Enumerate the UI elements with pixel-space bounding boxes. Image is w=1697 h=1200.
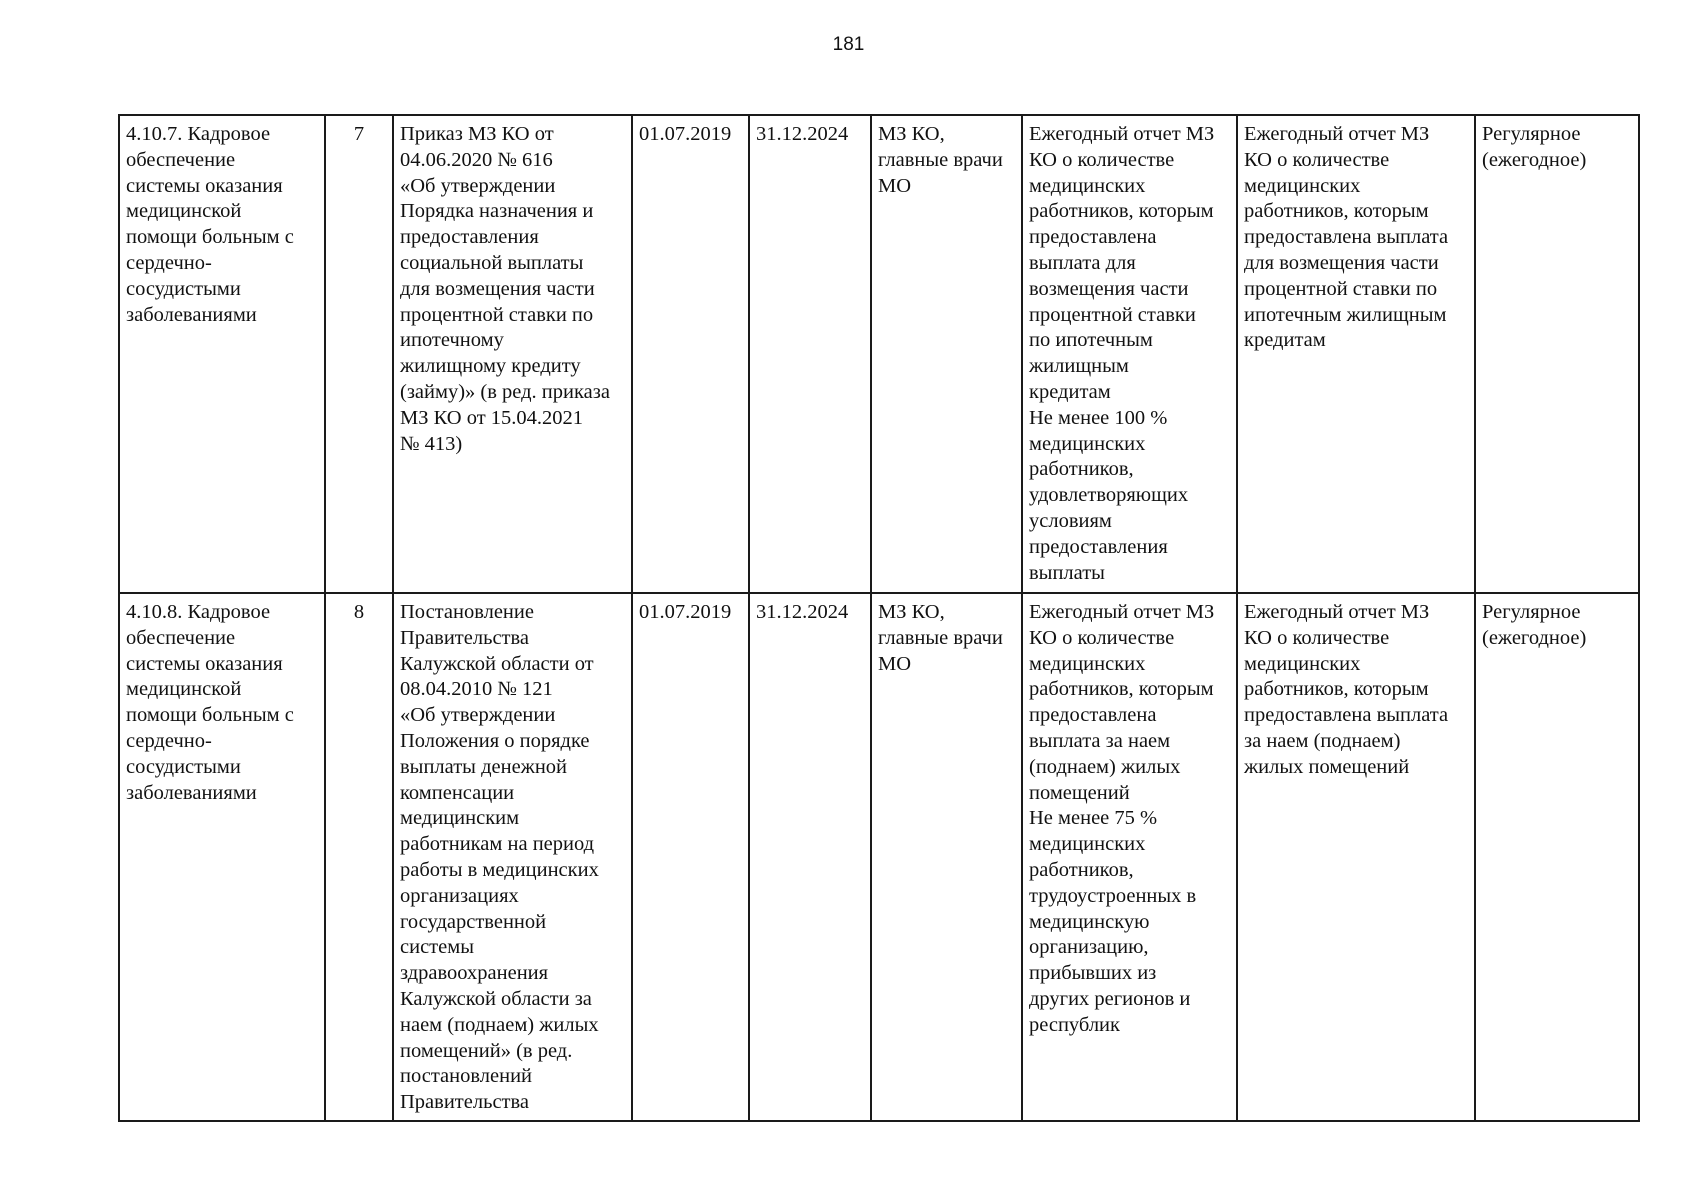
indicator-cell: Ежегодный отчет МЗ КО о количестве медицинских работников, которым предоставлена выплата для возмещения части процентной ставки по ипотечным жилищным кредитам Не менее 100 % медицинских работников, удовлетворяющих условиям предоставления выплаты: [1022, 115, 1237, 593]
start-date-cell: 01.07.2019: [632, 115, 749, 593]
end-date-cell: 31.12.2024: [749, 115, 871, 593]
measures-table: [118, 114, 1640, 1122]
page-number: 181: [832, 34, 865, 55]
periodicity-cell: Регулярное (ежегодное): [1475, 593, 1639, 1121]
result-cell: Ежегодный отчет МЗ КО о количестве медицинских работников, которым предоставлена выплата за наем (поднаем) жилых помещений: [1237, 593, 1475, 1121]
legal-act-cell: Постановление Правительства Калужской области от 08.04.2010 № 121 «Об утверждении Положения о порядке выплаты денежной компенсации медицинским работникам на период работы в медицинских организациях государственной системы здравоохранения Калужской области за наем (поднаем) жилых помещений» (в ред. постановлений Правительства: [393, 593, 632, 1121]
start-date-cell: 01.07.2019: [632, 593, 749, 1121]
table-row: [119, 593, 1639, 1121]
measure-cell: 4.10.7. Кадровое обеспечение системы оказания медицинской помощи больным с сердечно- сосудистыми заболеваниями: [119, 115, 325, 593]
executors-cell: МЗ КО, главные врачи МО: [871, 593, 1022, 1121]
number-cell: 8: [325, 593, 393, 1121]
result-cell: Ежегодный отчет МЗ КО о количестве медицинских работников, которым предоставлена выплата для возмещения части процентной ставки по ипотечным жилищным кредитам: [1237, 115, 1475, 593]
legal-act-cell: Приказ МЗ КО от 04.06.2020 № 616 «Об утверждении Порядка назначения и предоставления социальной выплаты для возмещения части процентной ставки по ипотечному жилищному кредиту (займу)» (в ред. приказа МЗ КО от 15.04.2021 № 413): [393, 115, 632, 593]
periodicity-cell: Регулярное (ежегодное): [1475, 115, 1639, 593]
number-cell: 7: [325, 115, 393, 593]
indicator-cell: Ежегодный отчет МЗ КО о количестве медицинских работников, которым предоставлена выплата за наем (поднаем) жилых помещений Не менее 75 % медицинских работников, трудоустроенных в медицинскую организацию, прибывших из других регионов и республик: [1022, 593, 1237, 1121]
measure-cell: 4.10.8. Кадровое обеспечение системы оказания медицинской помощи больным с сердечно- сосудистыми заболеваниями: [119, 593, 325, 1121]
end-date-cell: 31.12.2024: [749, 593, 871, 1121]
executors-cell: МЗ КО, главные врачи МО: [871, 115, 1022, 593]
table-row: [119, 115, 1639, 593]
